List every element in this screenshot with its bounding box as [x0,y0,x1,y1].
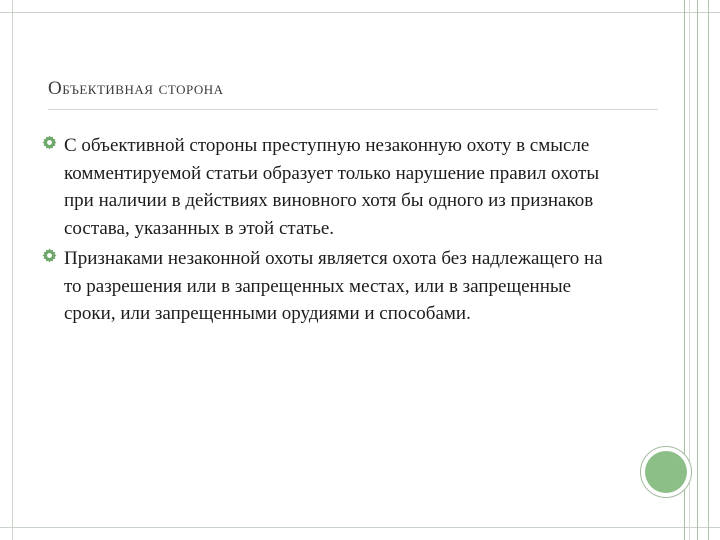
circle-ornament-icon [645,451,687,493]
right-outer-line [708,0,709,540]
bullet-item [40,132,620,242]
frame-bottom-line [0,527,720,528]
frame-left-line [12,0,13,540]
gear-icon [42,135,57,150]
slide-title: Объективная сторона [48,78,224,99]
bullet-list [40,132,620,331]
title-divider [48,109,658,110]
bullet-text: С объективной стороны преступную незаконную охоту в смысле комментируемой статьи образует только нарушение правил охоты при наличии в действиях виновного хотя бы одного из признаков состава, указанных в этой статье. [64,135,600,239]
frame-top-line [0,12,720,13]
bullet-text: Признаками незаконной охоты является охота без надлежащего на то разрешения или в запрещенных местах, или в запрещенные сроки, или запрещенными орудиями и способами. [64,248,603,324]
gear-icon [42,248,57,263]
right-band-inner-line [689,0,690,540]
bullet-item [40,245,620,328]
